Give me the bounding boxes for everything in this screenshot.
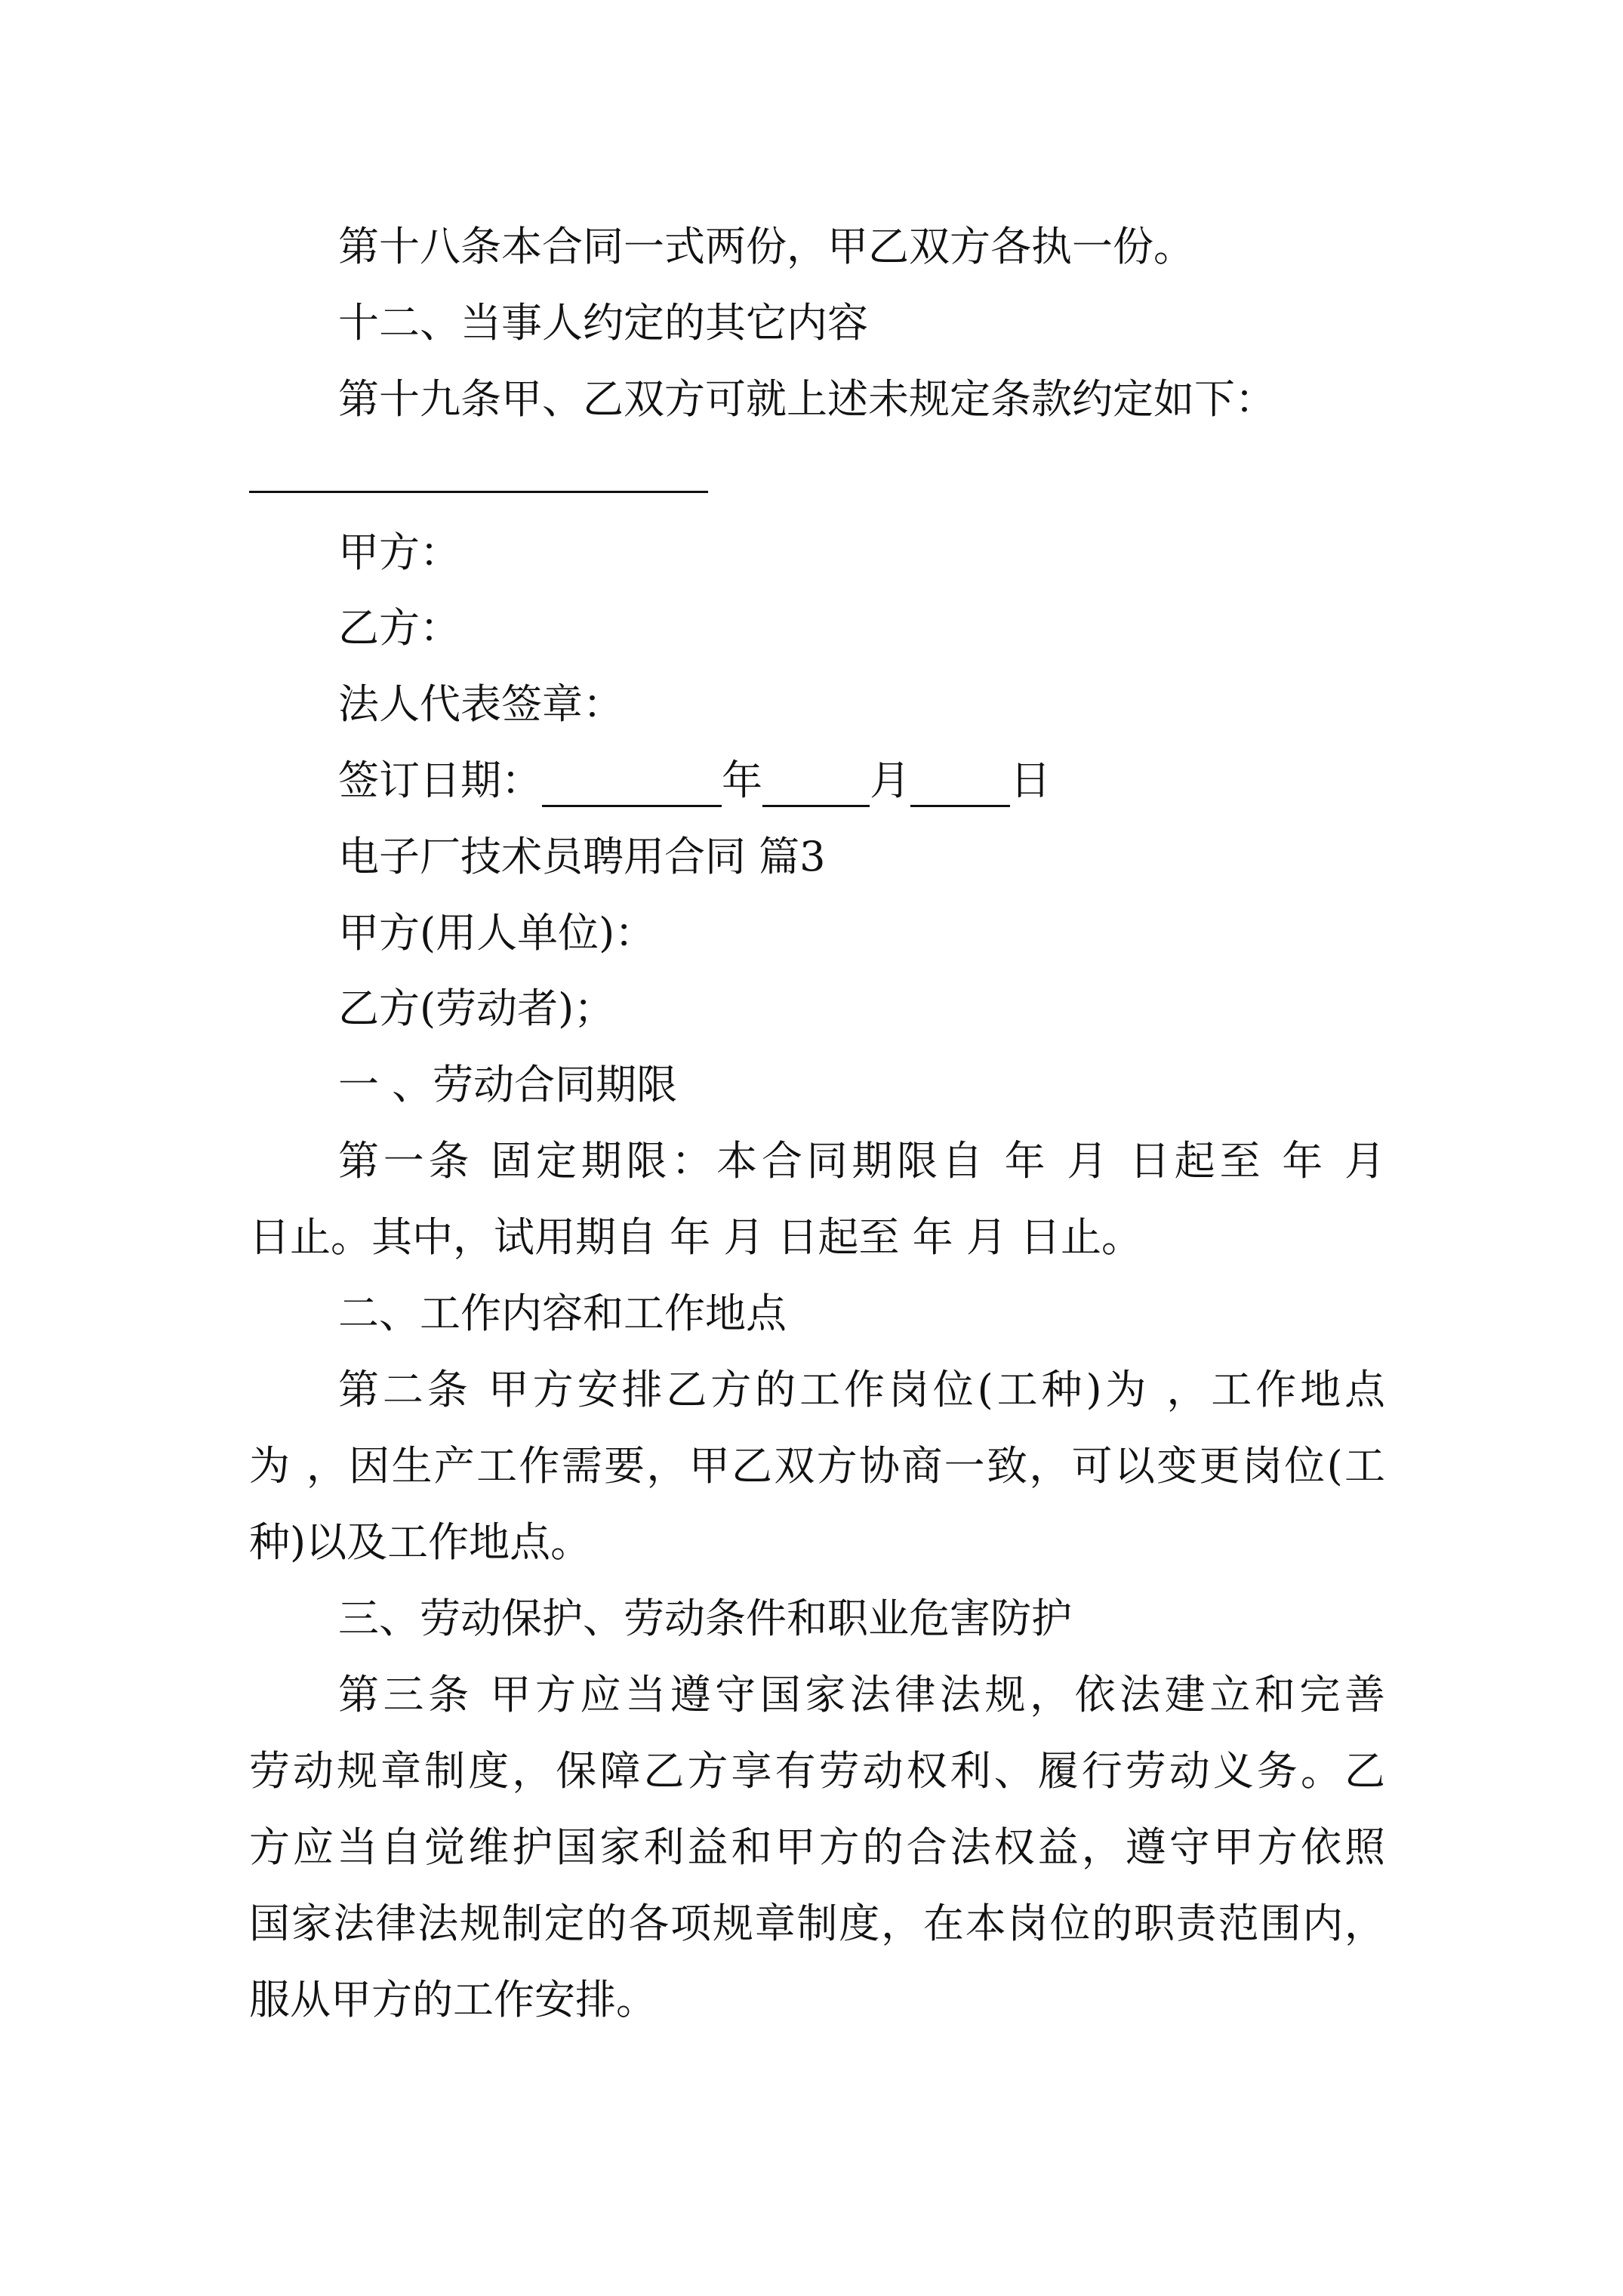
clause-1-line-1: 第一条 固定期限：本合同期限自 年 月 日起至 年 月 bbox=[338, 1137, 1385, 1185]
clause-3-line-5: 服从甲方的工作安排。 bbox=[249, 1976, 657, 2023]
section-12-heading: 十二、当事人约定的其它内容 bbox=[338, 299, 868, 347]
signing-date bbox=[338, 754, 1051, 807]
signing-date-label: 签订日期： bbox=[338, 757, 542, 804]
section-1-heading: 一 、劳动合同期限 bbox=[338, 1061, 678, 1108]
fill-in-blank-line bbox=[249, 491, 708, 493]
clause-3-line-4: 国家法律法规制定的各项规章制度，在本岗位的职责范围内， bbox=[249, 1900, 1385, 1947]
clause-3-line-1: 第三条 甲方应当遵守国家法律法规，依法建立和完善 bbox=[338, 1671, 1385, 1718]
clause-1-line-2: 日止。其中，试用期自 年 月 日起至 年 月 日止。 bbox=[249, 1213, 1142, 1261]
clause-19: 第十九条甲、乙双方可就上述未规定条款约定如下： bbox=[338, 375, 1276, 423]
party-a-label: 甲方： bbox=[338, 529, 460, 576]
employer-label: 甲方(用人单位)： bbox=[338, 909, 656, 957]
day-label: 日 bbox=[1010, 757, 1051, 804]
employee-label: 乙方(劳动者)； bbox=[338, 985, 615, 1032]
clause-18: 第十八条本合同一式两份，甲乙双方各执一份。 bbox=[338, 223, 1194, 270]
party-b-label: 乙方： bbox=[338, 604, 460, 652]
legal-rep-signature-label: 法人代表签章： bbox=[338, 680, 624, 728]
contract-title: 电子厂技术员聘用合同 篇3 bbox=[338, 833, 826, 880]
clause-3-line-3: 方应当自觉维护国家利益和甲方的合法权益，遵守甲方依照 bbox=[249, 1823, 1385, 1871]
day-blank bbox=[910, 766, 1010, 807]
month-label: 月 bbox=[870, 757, 910, 804]
section-3-heading: 三、劳动保护、劳动条件和职业危害防护 bbox=[338, 1595, 1072, 1642]
month-blank bbox=[762, 766, 870, 807]
clause-2-line-1: 第二条 甲方安排乙方的工作岗位(工种)为 ，工作地点 bbox=[338, 1366, 1385, 1413]
year-label: 年 bbox=[722, 757, 762, 804]
year-blank bbox=[542, 766, 722, 807]
clause-2-line-3: 种)以及工作地点。 bbox=[249, 1518, 592, 1566]
clause-2-line-2: 为 ，因生产工作需要，甲乙双方协商一致，可以变更岗位(工 bbox=[249, 1442, 1385, 1490]
section-2-heading: 二、工作内容和工作地点 bbox=[338, 1290, 787, 1337]
clause-3-line-2: 劳动规章制度，保障乙方享有劳动权利、履行劳动义务。乙 bbox=[249, 1747, 1385, 1795]
